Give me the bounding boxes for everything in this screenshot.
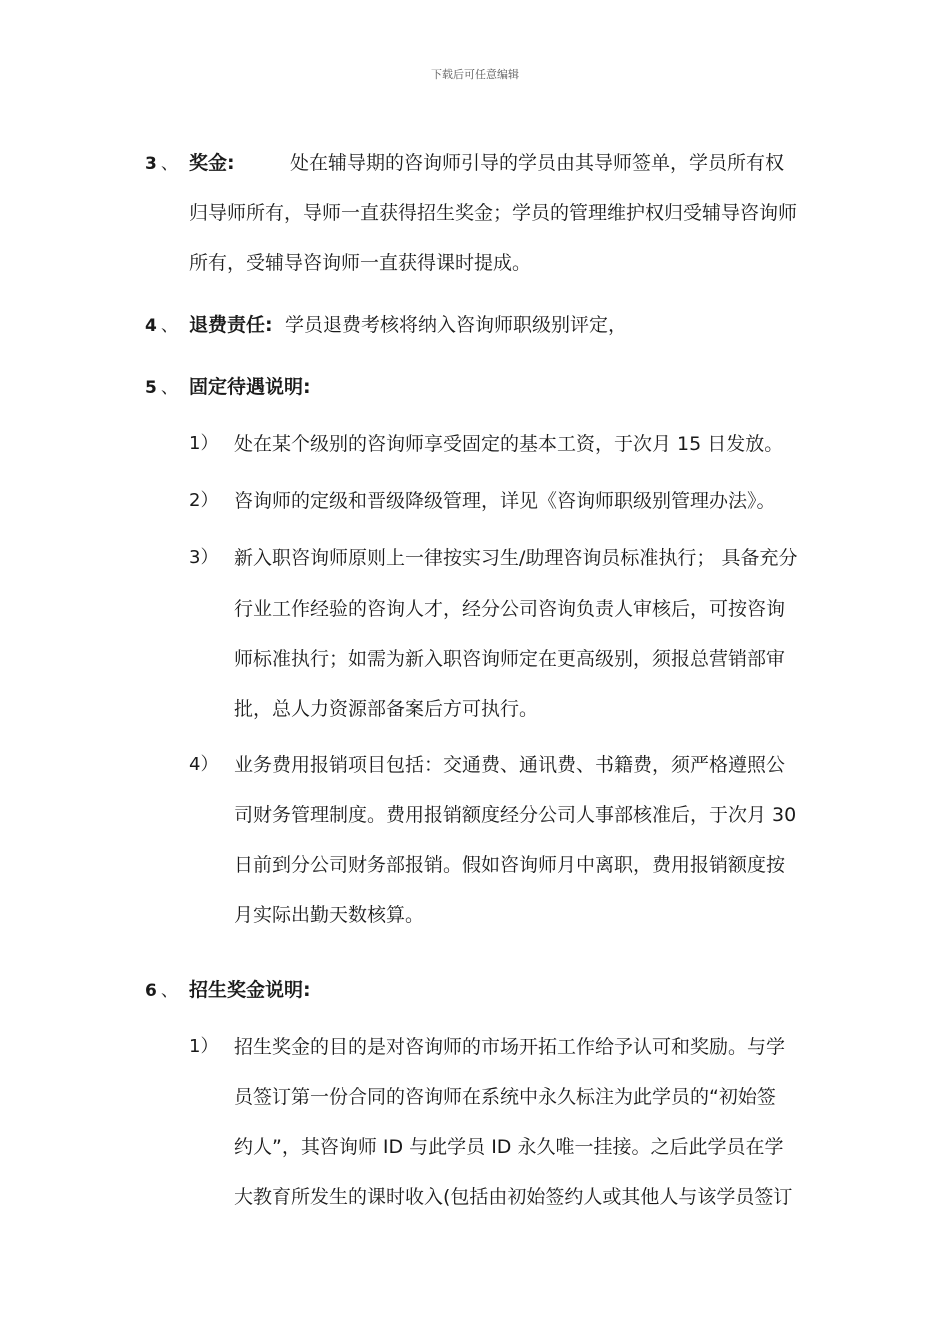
list-item-line: 日前到分公司财务部报销。假如咨询师月中离职，费用报销额度按	[234, 854, 786, 876]
section-number: 6	[145, 981, 157, 1001]
section-title: 退费责任:	[189, 314, 273, 336]
section-title: 固定待遇说明:	[189, 376, 311, 398]
list-item-line: 行业工作经验的咨询人才，经分公司咨询负责人审核后，可按咨询	[234, 598, 786, 620]
section-title: 奖金:	[189, 152, 235, 174]
list-item-line: 招生奖金的目的是对咨询师的市场开拓工作给予认可和奖励。与学	[234, 1036, 786, 1058]
list-item-number: 1）	[189, 1036, 219, 1057]
list-item-number: 4）	[189, 754, 219, 775]
section-number: 4	[145, 316, 157, 336]
list-item-line: 咨询师的定级和晋级降级管理，详见《咨询师职级别管理办法》。	[234, 490, 776, 512]
section-number: 5	[145, 378, 157, 398]
list-item-number: 1）	[189, 433, 219, 454]
section-separator: 、	[161, 378, 178, 398]
list-item-line: 师标准执行；如需为新入职咨询师定在更高级别，须报总营销部审	[234, 648, 786, 670]
paragraph-line: 所有，受辅导咨询师一直获得课时提成。	[189, 252, 532, 274]
section-separator: 、	[161, 316, 178, 336]
list-item-line: 批，总人力资源部备案后方可执行。	[234, 698, 539, 720]
paragraph-line: 处在辅导期的咨询师引导的学员由其导师签单，学员所有权	[290, 152, 785, 174]
section-title: 招生奖金说明:	[189, 979, 311, 1001]
section-number: 3	[145, 154, 157, 174]
list-item-number: 2）	[189, 490, 219, 511]
list-item-line: 新入职咨询师原则上一律按实习生/助理咨询员标准执行； 具备充分	[234, 547, 798, 569]
list-item-line: 约人”，其咨询师 ID 与此学员 ID 永久唯一挂接。之后此学员在学	[234, 1136, 784, 1158]
list-item-line: 司财务管理制度。费用报销额度经分公司人事部核准后，于次月 30	[234, 804, 797, 826]
paragraph-line: 归导师所有，导师一直获得招生奖金；学员的管理维护权归受辅导咨询师	[189, 202, 798, 224]
list-item-line: 处在某个级别的咨询师享受固定的基本工资，于次月 15 日发放。	[234, 433, 784, 455]
page-header-note: 下载后可任意编辑	[431, 68, 519, 81]
list-item-line: 大教育所发生的课时收入(包括由初始签约人或其他人与该学员签订	[234, 1186, 793, 1208]
paragraph-line: 学员退费考核将纳入咨询师职级别评定，	[285, 314, 628, 336]
section-separator: 、	[161, 154, 178, 174]
section-separator: 、	[161, 981, 178, 1001]
list-item-line: 员签订第一份合同的咨询师在系统中永久标注为此学员的“初始签	[234, 1086, 776, 1108]
list-item-number: 3）	[189, 547, 219, 568]
list-item-line: 月实际出勤天数核算。	[234, 904, 425, 926]
list-item-line: 业务费用报销项目包括：交通费、通讯费、书籍费，须严格遵照公	[234, 754, 786, 776]
